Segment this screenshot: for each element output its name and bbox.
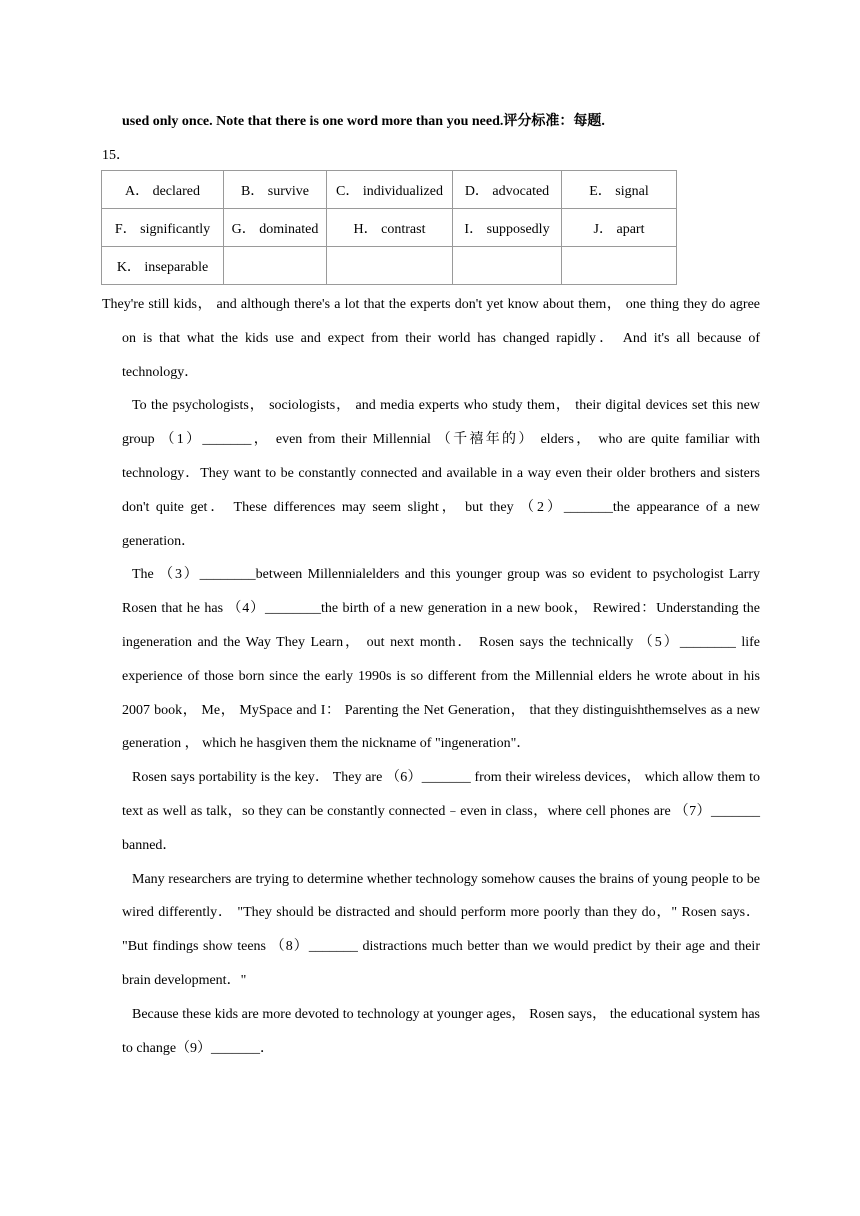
empty-cell: [562, 247, 677, 285]
paragraph-6: Because these kids are more devoted to technology at younger ages， Rosen says， the educational system has to change（9）_______．: [122, 1006, 760, 1056]
option-cell: K． inseparable: [102, 247, 224, 285]
empty-cell: [453, 247, 562, 285]
table-row: [102, 171, 677, 209]
option-cell: D． advocated: [453, 171, 562, 209]
option-cell: C． individualized: [327, 171, 453, 209]
paragraph-2: To the psychologists， sociologists， and media experts who study them， their digital devices set this new group （1）_______， even from their Millennial （千禧年的） elders， who are quite familiar with technology．They want to be constantly connected and available in a way even their older brothers and sisters don't quite get． These differences may seem slight， but they （2）_______the appearance of a new generation．: [122, 398, 760, 549]
question-number: 15．: [102, 148, 130, 163]
option-cell: B． survive: [224, 171, 327, 209]
paragraph-4: Rosen says portability is the key． They are （6）_______ from their wireless devices， which allow them to text as well as talk，so they can be constantly connected﹣even in class，where cell phones are （7）_______ banned．: [122, 770, 760, 853]
empty-cell: [327, 247, 453, 285]
paragraph-1: They're still kids， and although there's a lot that the experts don't yet know about them， one thing they do agree on is that what the kids use and expect from their world has changed rapidly． And it's all because of technology．: [102, 297, 760, 380]
option-cell: J． apart: [562, 209, 677, 247]
table-row: [102, 247, 677, 285]
option-cell: H． contrast: [327, 209, 453, 247]
option-cell: G． dominated: [224, 209, 327, 247]
instruction-heading: used only once. Note that there is one word more than you need.评分标准：每题.: [122, 114, 605, 129]
passage: [102, 288, 760, 1065]
paragraph-3: The （3）________between Millennialelders and this younger group was so evident to psychologist Larry Rosen that he has （4）________the birth of a new generation in a new book， Rewired：Understanding the ingeneration and the Way They Learn， out next month． Rosen says the technically （5）________ life experience of those born since the early 1990s is so different from the Millennial elders he wrote about in his 2007 book， Me， MySpace and I： Parenting the Net Generation， that they distinguishthemselves as a new generation ， which he hasgiven them the nickname of "ingeneration"．: [122, 567, 760, 752]
option-cell: A． declared: [102, 171, 224, 209]
table-row: [102, 209, 677, 247]
option-cell: I． supposedly: [453, 209, 562, 247]
word-options-table: [101, 170, 677, 285]
empty-cell: [224, 247, 327, 285]
option-cell: E． signal: [562, 171, 677, 209]
option-cell: F． significantly: [102, 209, 224, 247]
paragraph-5: Many researchers are trying to determine whether technology somehow causes the brains of young people to be wired differently． "They should be distracted and should perform more poorly than they do，" Rosen says． "But findings show teens （8）_______ distractions much better than we would predict by their age and their brain development．": [122, 871, 760, 988]
